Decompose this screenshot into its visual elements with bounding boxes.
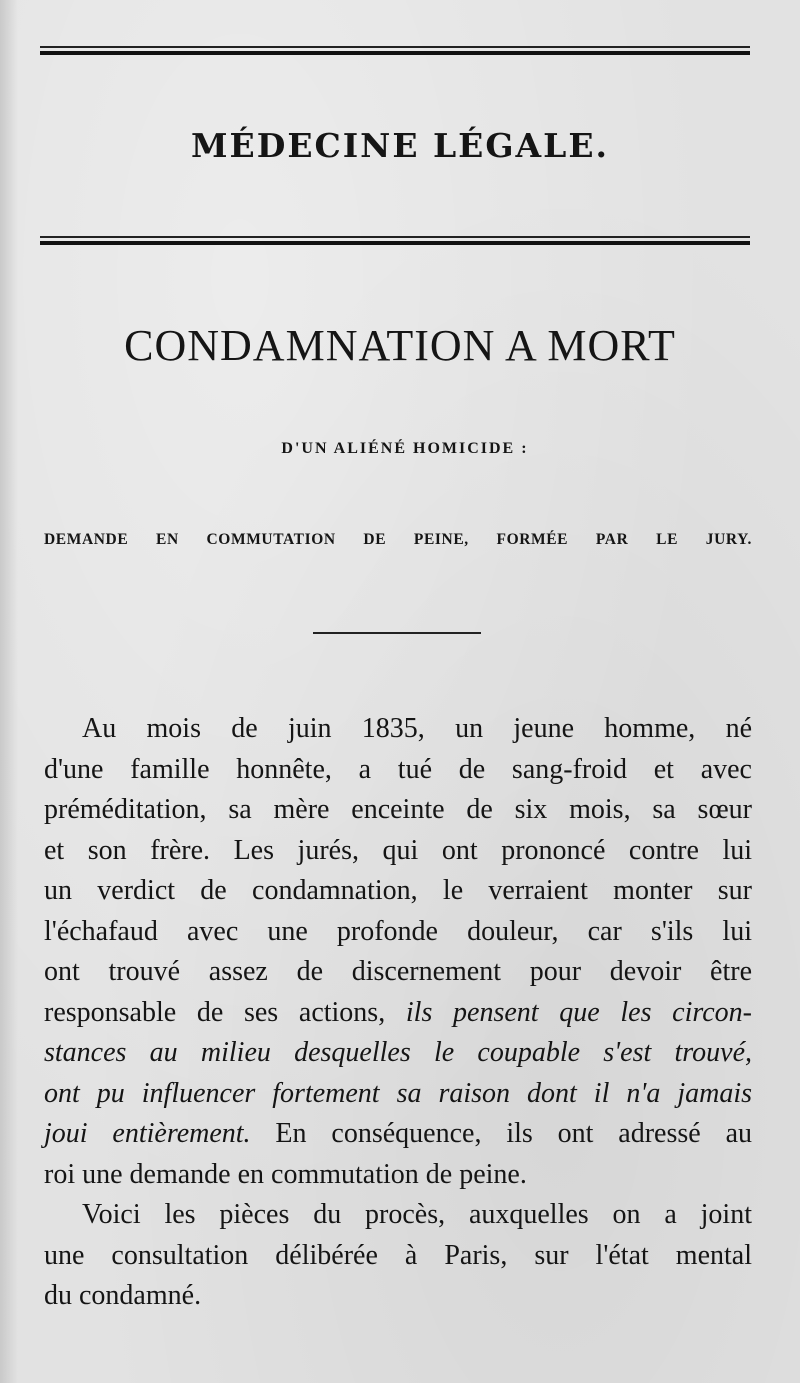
article-body <box>44 709 752 1317</box>
body-line: d'une famille honnête, a tué de sang-froid et avec <box>44 753 752 785</box>
separator-rule <box>313 632 481 634</box>
body-line: et son frère. Les jurés, qui ont prononcé contre lui <box>44 834 752 866</box>
body-text-italic: joui entièrement. <box>44 1118 251 1149</box>
body-line-italic <box>44 1033 752 1074</box>
page-edge-shadow <box>0 0 18 1383</box>
body-line: l'échafaud avec une profonde douleur, car s'ils lui <box>44 915 752 947</box>
article-subheading: DEMANDE EN COMMUTATION DE PEINE, FORMÉE PAR LE JURY. <box>44 531 752 548</box>
top-double-rule <box>40 46 750 55</box>
body-line: Voici les pièces du procès, auxquelles on a joint <box>82 1199 752 1230</box>
body-text-italic: ont pu influencer fortement sa raison dont il n'a jamais <box>44 1077 752 1109</box>
body-text-plain: En conséquence, ils ont adressé au <box>250 1118 753 1149</box>
body-line: préméditation, sa mère enceinte de six mois, sa sœur <box>44 794 752 825</box>
body-line-mixed <box>44 993 752 1034</box>
body-line: du condamné. <box>44 1280 202 1311</box>
article-title: CONDAMNATION A MORT <box>124 321 676 370</box>
body-text-italic: ils pensent que les circon- <box>405 996 752 1028</box>
body-line-italic <box>44 1074 752 1115</box>
body-text-plain: responsable de ses actions, <box>44 996 406 1028</box>
body-line: roi une demande en commutation de peine. <box>44 1158 527 1190</box>
section-title: MÉDECINE LÉGALE. <box>191 126 609 165</box>
body-line: ont trouvé assez de discernement pour devoir être <box>44 956 752 987</box>
body-text-italic: stances au milieu desquelles le coupable s'est trouvé, <box>44 1037 752 1068</box>
body-line-mixed <box>44 1114 752 1155</box>
body-line: un verdict de condamnation, le verraient monter sur <box>44 875 752 906</box>
section-double-rule <box>40 236 750 245</box>
body-line: une consultation délibérée à Paris, sur l'état mental <box>44 1239 752 1271</box>
body-line: Au mois de juin 1835, un jeune homme, né <box>82 713 752 744</box>
article-subtitle: D'UN ALIÉNÉ HOMICIDE : <box>281 440 529 457</box>
